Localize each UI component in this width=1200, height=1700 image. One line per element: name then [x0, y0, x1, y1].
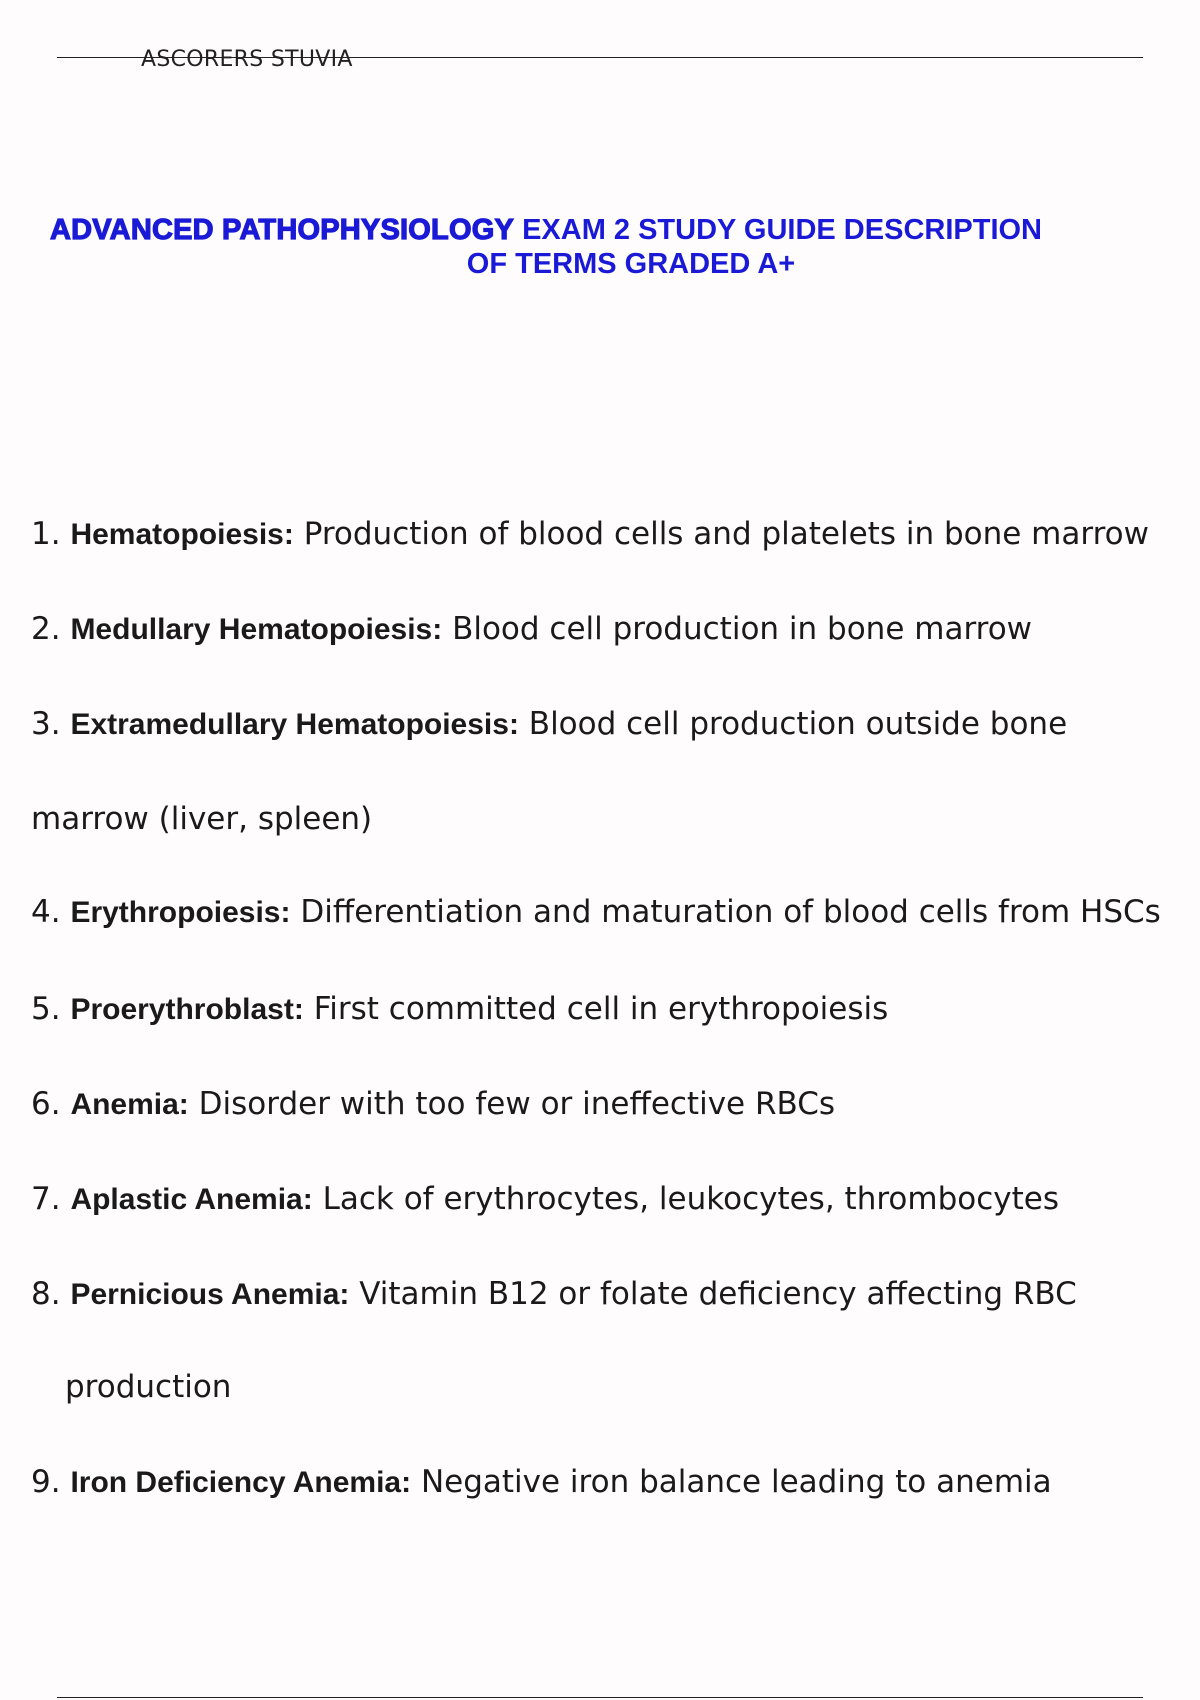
term-item-4: [31, 894, 1161, 931]
term-item-8: [31, 1276, 1077, 1313]
term-name: Erythropoiesis:: [70, 896, 291, 929]
term-number: 4.: [31, 894, 61, 930]
title-line-2: OF TERMS GRADED A+: [466, 248, 796, 280]
title-part-1: ADVANCED PATHOPHYSIOLOGY: [50, 214, 514, 246]
term-definition: Blood cell production in bone marrow: [452, 611, 1033, 647]
term-name: Hematopoiesis:: [70, 518, 294, 551]
term-item-6: [31, 1086, 835, 1123]
term-definition: Differentiation and maturation of blood cells from HSCs: [300, 894, 1161, 930]
header-text: ASCORERS STUVIA: [141, 47, 353, 72]
term-name: Pernicious Anemia:: [70, 1278, 350, 1311]
term-name: Anemia:: [70, 1088, 189, 1121]
term-name: Aplastic Anemia:: [70, 1183, 313, 1216]
term-definition-continuation: marrow (liver, spleen): [31, 801, 373, 837]
term-definition: Vitamin B12 or folate deficiency affecting RBC: [359, 1276, 1077, 1312]
term-name: Extramedullary Hematopoiesis:: [70, 708, 519, 741]
term-definition-continuation: production: [65, 1369, 232, 1405]
term-name: Proerythroblast:: [70, 993, 304, 1026]
term-definition: Negative iron balance leading to anemia: [420, 1464, 1052, 1500]
term-item-2: [31, 611, 1032, 648]
term-definition: Disorder with too few or ineffective RBCs: [198, 1086, 836, 1122]
term-definition: Blood cell production outside bone: [528, 706, 1068, 742]
term-number: 7.: [31, 1181, 61, 1217]
footer-rule: [57, 1697, 1143, 1698]
term-number: 3.: [31, 706, 61, 742]
term-number: 9.: [31, 1464, 61, 1500]
term-item-9: [31, 1464, 1052, 1501]
term-item-3: [31, 706, 1067, 743]
term-item-1: [31, 516, 1149, 553]
term-item-5: [31, 991, 888, 1028]
term-number: 2.: [31, 611, 61, 647]
title-line-1: [50, 213, 1042, 247]
term-name: Medullary Hematopoiesis:: [70, 613, 443, 646]
term-definition: Production of blood cells and platelets in bone marrow: [303, 516, 1149, 552]
term-number: 5.: [31, 991, 61, 1027]
term-number: 1.: [31, 516, 61, 552]
term-number: 6.: [31, 1086, 61, 1122]
term-definition: First committed cell in erythropoiesis: [313, 991, 889, 1027]
term-number: 8.: [31, 1276, 61, 1312]
term-item-7: [31, 1181, 1059, 1218]
term-definition: Lack of erythrocytes, leukocytes, thrombocytes: [322, 1181, 1059, 1217]
title-part-2: EXAM 2 STUDY GUIDE DESCRIPTION: [522, 214, 1042, 246]
term-name: Iron Deficiency Anemia:: [70, 1466, 412, 1499]
